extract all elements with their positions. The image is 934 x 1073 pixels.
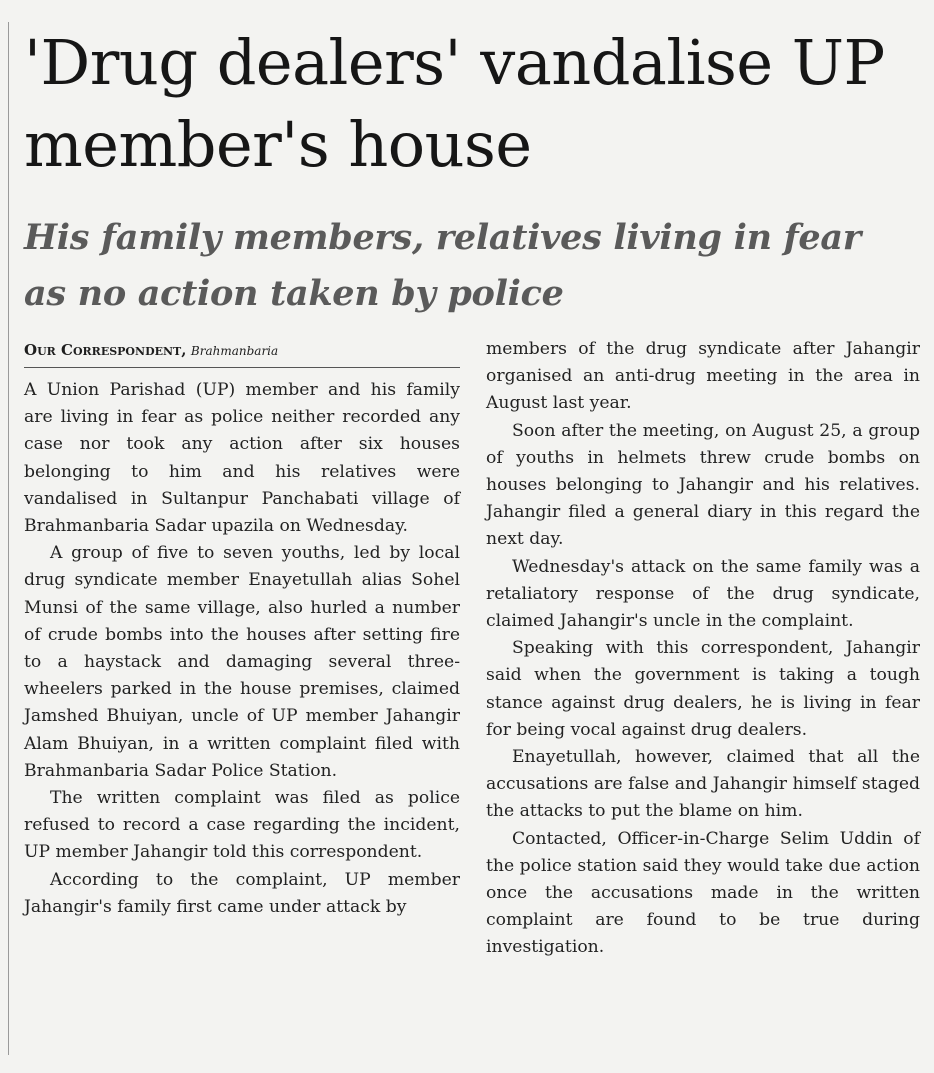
column-rule	[8, 22, 9, 1055]
paragraph: According to the complaint, UP member Jahangir's family first came under attack by	[24, 869, 460, 917]
article-column-1	[24, 377, 460, 921]
paragraph: A Union Parishad (UP) member and his family are living in fear as police neither recorded any case nor took any action after six houses belonging to him and his relatives were vandalised in Sultanpur Panchabati village of Brahmanbaria Sadar upazila on Wednesday.	[24, 380, 460, 537]
article-column-2	[486, 336, 920, 962]
paragraph: Wednesday's attack on the same family was a retaliatory response of the drug syndicate, claimed Jahangir's uncle in the complaint.	[486, 556, 920, 632]
paragraph: The written complaint was filed as police refused to record a case regarding the incident, UP member Jahangir told this correspondent.	[24, 788, 460, 863]
paragraph: Contacted, Officer-in-Charge Selim Uddin of the police station said they would take due action once the accusations made in the written complaint are found to be true during investigation.	[486, 828, 920, 958]
paragraph: Speaking with this correspondent, Jahangir said when the government is taking a tough stance against drug dealers, he is living in fear for being vocal against drug dealers.	[486, 638, 920, 740]
byline-author: Our Correspondent,	[24, 341, 187, 359]
paragraph: Soon after the meeting, on August 25, a group of youths in helmets threw crude bombs on houses belonging to Jahangir and his relatives. Jahangir filed a general diary in this regard the next day.	[486, 420, 920, 550]
headline: 'Drug dealers' vandalise UP member's house	[24, 26, 885, 181]
paragraph: members of the drug syndicate after Jahangir organised an anti-drug meeting in the area in August last year.	[486, 339, 920, 414]
byline	[24, 340, 460, 368]
paragraph: Enayetullah, however, claimed that all the accusations are false and Jahangir himself staged the attacks to put the blame on him.	[486, 747, 920, 822]
subheadline: His family members, relatives living in fear as no action taken by police	[24, 217, 861, 314]
paragraph: A group of five to seven youths, led by local drug syndicate member Enayetullah alias Sohel Munsi of the same village, also hurled a number of crude bombs into the houses after setting fire to a haystack and damaging several three-wheelers parked in the house premises, claimed Jamshed Bhuiyan, uncle of UP member Jahangir Alam Bhuiyan, in a written complaint filed with Brahmanbaria Sadar Police Station.	[24, 543, 460, 781]
byline-location: Brahmanbaria	[190, 344, 279, 358]
